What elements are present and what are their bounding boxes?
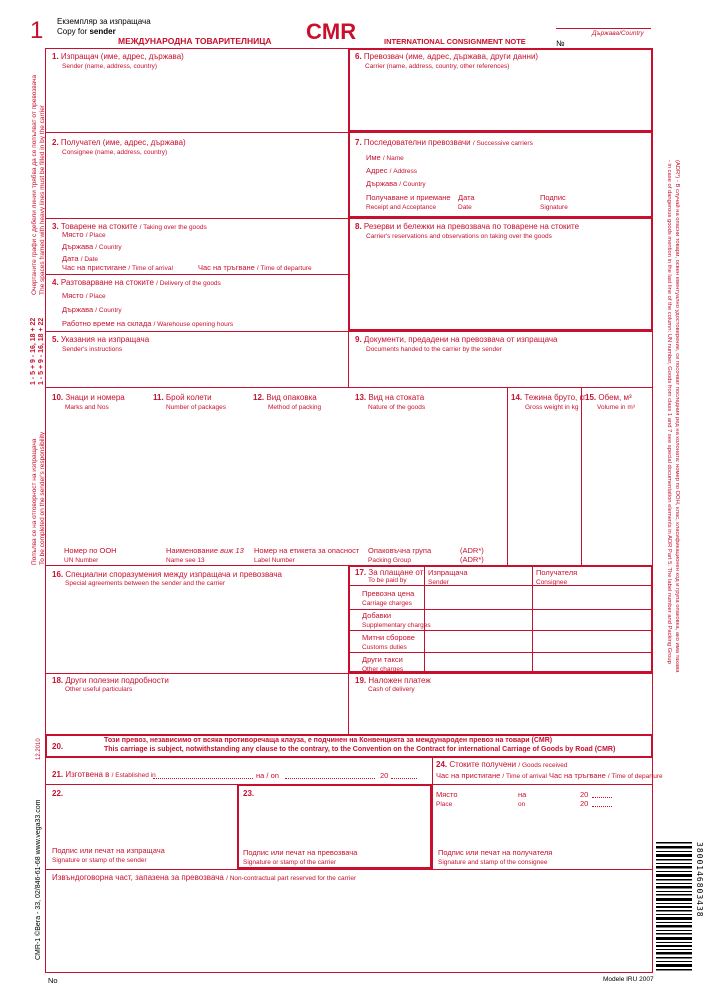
sep-16-18 <box>45 673 653 674</box>
f16-label: 16. Специални споразумения между изпращача и превозвача <box>52 570 282 579</box>
c10-label: 10. Знаци и номера <box>52 393 125 402</box>
title-en: INTERNATIONAL CONSIGNMENT NOTE <box>384 37 526 46</box>
f17-row4 <box>348 652 653 653</box>
f21-on: на / on <box>256 771 279 780</box>
left-margin-line2: The spaces framed with heavy lines must be filled in by the carrier <box>39 104 46 295</box>
f21-year-line <box>391 778 417 779</box>
adr-1: (ADR*) <box>460 546 484 555</box>
f19-label: 19. Наложен платеж <box>355 676 431 685</box>
f6-label-en: Carrier (name, address, country, other references) <box>365 63 510 70</box>
f20-text-en: This carriage is subject, notwithstanding any clause to the contrary, to the Convention on the Contract for international Carriage of Goods by Road (CMR) <box>104 746 616 753</box>
goods-col-14 <box>507 388 508 565</box>
f4-place: Място / Place <box>62 291 106 300</box>
vsep-16 <box>348 566 349 734</box>
barcode-number: 3800146803438 <box>695 842 704 918</box>
f17-row2 <box>348 609 653 610</box>
f17-col2 <box>532 566 533 672</box>
f24-on: на on <box>518 790 527 808</box>
f7-date: Дата Date <box>458 193 475 211</box>
c13-label-en: Nature of the goods <box>368 404 426 411</box>
f17-sender: Изпращача Sender <box>428 568 468 586</box>
sep-22-noncontract <box>45 869 653 870</box>
left-margin-numbers1: 1 - 5 + 9 - 16, 18 + 22 <box>30 317 37 385</box>
f8-label-en: Carrier's reservations and observations on taking over the goods <box>366 233 552 240</box>
c12-label: 12. Вид опаковка <box>253 393 317 402</box>
f1-label: 1. Изпращач (име, адрес, държава) <box>52 52 184 61</box>
f19-label-en: Cash of delivery <box>368 686 415 693</box>
f17-row-other: Други такси Other charges <box>362 655 404 673</box>
f24-label: 24. Стоките получени / Goods received <box>436 760 568 769</box>
f5-label: 5. Указания на изпращача <box>52 335 150 344</box>
f4-country: Държава / Country <box>62 305 122 314</box>
f4-hours: Работно време на склада / Warehouse opening hours <box>62 319 234 328</box>
left-margin-resp2: To be completed on the sender's responsibility <box>39 431 46 565</box>
copy-label-en: Copy for sender <box>57 27 116 36</box>
f22-signature: Подпис или печат на изпращача Signature or stamp of the sender <box>52 846 165 864</box>
f7-country: Държава / Country <box>366 179 426 188</box>
f23-number: 23. <box>243 789 255 798</box>
c11-label-en: Number of packages <box>166 404 226 411</box>
cmr-logo: CMR <box>306 19 357 44</box>
f23-signature: Подпис или печат на превозвача Signature or stamp of the carrier <box>243 848 358 866</box>
f5-label-en: Sender's instructions <box>62 346 123 353</box>
copy-number: 1 <box>30 17 44 44</box>
f3-place: Място / Place <box>62 230 106 239</box>
printer-info: CMR-1 ©Вега - 33, 02/846-61-68 www.vega33.com <box>35 799 42 960</box>
f17-row-supplementary: Добавки Supplementary charges <box>362 611 431 629</box>
vsep-21-24 <box>432 758 433 869</box>
name-see-13: Наименование виж 13 Name see 13 <box>166 546 244 564</box>
f16-label-en: Special agreements between the sender and the carrier <box>65 580 226 587</box>
c14-label-en: Gross weight in kg <box>525 404 579 411</box>
footer-model: Modele IRU 2007 <box>603 976 654 983</box>
sep-5-goods <box>45 387 653 388</box>
f6-label: 6. Превозвач (име, адрес, държава, други данни) <box>355 52 539 61</box>
f17-label: 17. За плащане от: <box>355 568 426 577</box>
left-margin-line1: Очертаните графи с дебели линии трябва да се попълват от превозвача <box>31 74 38 295</box>
sep-4-5 <box>45 331 653 332</box>
f1-label-en: Sender (name, address, country) <box>62 63 158 70</box>
f7-receipt: Получаване и приемане Receipt and Acceptance <box>366 193 451 211</box>
c12-label-en: Method of packing <box>268 404 322 411</box>
f7-label: 7. Последователни превозвачи / Successive carriers <box>355 138 533 147</box>
c14-label: 14. Тежина бруто, кг <box>511 393 586 402</box>
f3-label: 3. Товарене на стоките / Taking over the goods <box>52 222 207 231</box>
f21-place-line <box>153 778 253 779</box>
vsep-main <box>348 48 349 388</box>
f3-departure: Час на тръгване / Time of departure <box>198 263 312 272</box>
f24-year-line-1 <box>592 797 612 798</box>
sep-2-3 <box>45 218 348 219</box>
f21-label: 21. Изготвена в / Established in <box>52 770 156 779</box>
c11-label: 11. Брой колети <box>153 393 212 402</box>
right-margin-line2: - in case of dangerous goods mention in the last line of the column: UN number, Goods from class 1 and 7 see special documentation elements in ADR Part 5. The label number and Packing Group <box>666 160 672 664</box>
f17-row-customs: Митни сборове Customs duties <box>362 633 415 651</box>
c10-label-en: Marks and Nos <box>65 404 109 411</box>
sep-goods-16 <box>45 565 653 566</box>
left-margin-resp1: Попълва се на отговорност на изпращача <box>31 438 38 565</box>
f22-number: 22. <box>52 789 64 798</box>
c15-label-en: Volume in m³ <box>597 404 635 411</box>
f9-label-en: Documents handed to the carrier by the sender <box>366 346 502 353</box>
f17-consignee: Получателя Consignee <box>536 568 578 586</box>
f24-place: Място Place <box>436 790 458 808</box>
f17-label-en: To be paid by <box>368 577 407 584</box>
f24-signature: Подпис или печат на получателя Signature and stamp of the consignee <box>438 848 553 866</box>
f18-label-en: Other useful particulars <box>65 686 133 693</box>
right-margin-line1: (ADR*) - В случай на опасни товари, освен евентуално удостоверение, се посочват последния ред на колоната: номер по ООН, клас, класификационен код и група опаковка, ако има такава <box>674 160 680 673</box>
left-margin-numbers2: 1 - 5 + 9 - 16, 18 + 22 <box>38 317 45 385</box>
goods-col-15 <box>581 388 582 565</box>
f3-arrival: Час на пристигане / Time of arrival <box>62 263 173 272</box>
f21-year: 20 <box>380 771 389 780</box>
c15-label: 15. Обем, м³ <box>585 393 632 402</box>
f3-date: Дата / Date <box>62 254 99 263</box>
country-label: Държава/Country <box>592 30 644 37</box>
f3-country: Държава / Country <box>62 242 122 251</box>
copy-label-bg: Екземпляр за изпращача <box>57 17 151 26</box>
f4-label: 4. Разтоварване на стоките / Delivery of the goods <box>52 278 221 287</box>
f2-label-en: Consignee (name, address, country) <box>62 149 168 156</box>
f7-address: Адрес / Address <box>366 166 418 175</box>
packing-group: Опаковъчна група Packing Group <box>368 546 432 564</box>
label-number: Номер на етикета за опасност Label Number <box>254 546 360 564</box>
f18-label: 18. Други полезни подробности <box>52 676 169 685</box>
un-number: Номер по ООН UN Number <box>64 546 117 564</box>
f17-row1 <box>348 585 653 586</box>
sep-1-2 <box>45 132 348 133</box>
f20-number: 20. <box>52 742 64 751</box>
number-sign: № <box>556 39 565 48</box>
f9-label: 9. Документи, предадени на превозвача от изпращача <box>355 335 558 344</box>
noncontract-label: Извъндоговорна част, запазена за превозвача / Non-contractual part reserved for the carrier <box>52 873 357 882</box>
f8-label: 8. Резерви и бележки на превозвача по товарене на стоките <box>355 222 580 231</box>
date-code: 12.2010 <box>36 738 42 760</box>
f20-text-bg: Този превоз, независимо от всяка противоречаща клауза, е подчинен на Конвенцията за международен превоз на товари (CMR) <box>104 737 553 744</box>
title-bg: МЕЖДУНАРОДНА ТОВАРИТЕЛНИЦА <box>118 36 272 46</box>
f2-label: 2. Получател (име, адрес, държава) <box>52 138 186 147</box>
sep-21 <box>45 784 653 785</box>
f24-times: Час на пристигане / Time of arrival Час на тръгване / Time of departure <box>436 771 663 780</box>
f24-year: 20 20 <box>580 790 589 808</box>
f17-row3 <box>348 630 653 631</box>
f7-name: Име / Name <box>366 153 404 162</box>
f24-year-line-2 <box>592 806 612 807</box>
number-line <box>556 28 651 29</box>
f17-row-carriage: Превозна цена Carriage charges <box>362 589 415 607</box>
adr-2: (ADR*) <box>460 555 484 564</box>
c13-label: 13. Вид на стоката <box>355 393 425 402</box>
f7-signature: Подпис Signature <box>540 193 568 211</box>
sep-3-4 <box>45 274 348 275</box>
f21-date-line <box>285 778 375 779</box>
footer-no: No <box>48 976 58 985</box>
